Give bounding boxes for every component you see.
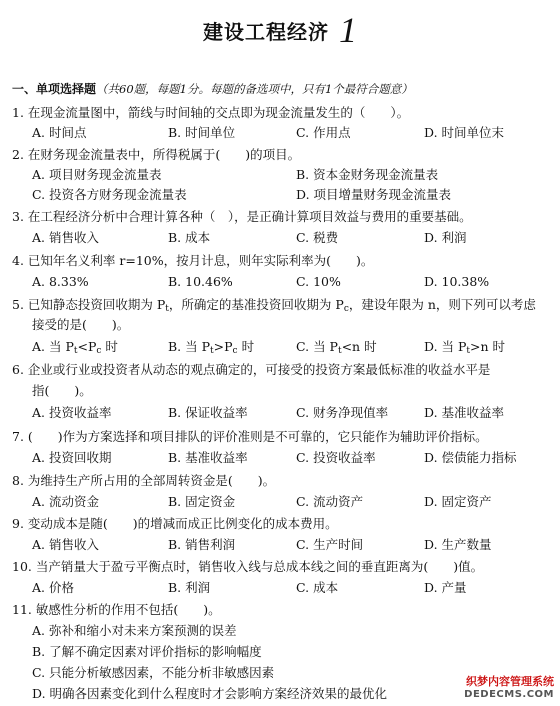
section-heading-text: 一、单项选择题 (12, 82, 97, 96)
question-4-stem: 4. 已知年名义利率 r=10%，按月计息，则年实际利率为( )。 (12, 253, 374, 268)
question-11-option-b: B. 了解不确定因素对评价指标的影响幅度 (32, 644, 262, 659)
question-2-option-a: A. 项目财务现金流量表 (32, 167, 162, 182)
question-5-stem-line2: 接受的是( )。 (32, 317, 130, 332)
question-8-option-c: C. 流动资产 (296, 494, 364, 509)
page-title: 建设工程经济 (203, 19, 329, 44)
question-5-option-d (424, 338, 505, 360)
q5-c-sub-t: t (337, 346, 342, 356)
question-7-option-a: A. 投资回收期 (32, 450, 112, 465)
question-10-option-c: C. 成本 (296, 580, 339, 595)
question-1-option-a: A. 时间点 (32, 125, 87, 140)
question-10-option-b: B. 利润 (168, 580, 211, 595)
q5-stem-part-a: 5. 已知静态投资回收期为 P (12, 297, 166, 312)
question-11-option-a: A. 弥补和缩小对未来方案预测的误差 (32, 623, 237, 638)
section-heading (12, 80, 552, 97)
watermark-bottom: DEDECMS.COM (464, 689, 554, 700)
question-7-stem: 7. ( )作为方案选择和项目排队的评价准则是不可靠的，它只能作为辅助评价指标。 (12, 429, 488, 444)
question-11-stem: 11. 敏感性分析的作用不包括( )。 (12, 602, 221, 617)
question-7-option-c: C. 投资收益率 (296, 450, 376, 465)
question-1-option-d: D. 时间单位末 (424, 125, 505, 140)
q5-a-sub-c: c (96, 346, 102, 356)
question-8-option-b: B. 固定资金 (168, 494, 236, 509)
title-area (0, 12, 560, 52)
question-9-option-c: C. 生产时间 (296, 537, 364, 552)
question-9-option-a: A. 销售收入 (32, 537, 99, 552)
watermark-top: 织梦内容管理系统 (466, 675, 554, 688)
q5-b-post: 时 (237, 339, 255, 354)
question-9-option-b: B. 销售利润 (168, 537, 236, 552)
question-5-option-b (168, 338, 254, 360)
question-3-option-b: B. 成本 (168, 230, 211, 245)
question-6-option-a: A. 投资收益率 (32, 405, 112, 420)
question-10-stem: 10. 当产销量大于盈亏平衡点时，销售收入线与总成本线之间的垂直距离为( )值。 (12, 559, 484, 574)
question-4-option-c: C. 10% (296, 274, 341, 289)
question-5-stem (12, 296, 554, 318)
q5-a-mid: <P (77, 339, 97, 354)
question-2-option-d: D. 项目增量财务现金流量表 (296, 187, 452, 202)
question-4-option-a: A. 8.33% (32, 274, 89, 289)
question-10-option-d: D. 产量 (424, 580, 467, 595)
q5-a-pre: A. 当 P (32, 339, 74, 354)
question-6-option-d: D. 基准收益率 (424, 405, 505, 420)
question-8-option-a: A. 流动资金 (32, 494, 99, 509)
q5-d-pre: D. 当 P (424, 339, 467, 354)
section-note: （共60题，每题1分。每题的备选项中，只有1个最符合题意） (96, 82, 413, 96)
question-9-option-d: D. 生产数量 (424, 537, 492, 552)
question-7-option-d: D. 偿债能力指标 (424, 450, 517, 465)
q5-b-sub-t: t (210, 346, 214, 356)
question-1-stem: 1. 在现金流量图中，箭线与时间轴的交点即为现金流量发生的（ ）。 (12, 105, 410, 120)
question-4-option-b: B. 10.46% (168, 274, 233, 289)
question-3-option-c: C. 税费 (296, 230, 339, 245)
question-2-option-c: C. 投资各方财务现金流量表 (32, 187, 187, 202)
q5-d-post: >n 时 (470, 339, 506, 354)
watermark (464, 673, 554, 700)
question-8-stem: 8. 为维持生产所占用的全部周转资金是( )。 (12, 473, 276, 488)
question-6-stem-line2: 指( )。 (32, 383, 92, 398)
q5-b-sub-c: c (232, 346, 238, 356)
q5-c-post: <n 时 (341, 339, 377, 354)
question-10-option-a: A. 价格 (32, 580, 74, 595)
question-6-option-b: B. 保证收益率 (168, 405, 248, 420)
question-1-option-b: B. 时间单位 (168, 125, 236, 140)
question-4-option-d: D. 10.38% (424, 274, 490, 289)
question-6-stem: 6. 企业或行业或投资者从动态的观点确定的，可接受的投资方案最低标准的收益水平是 (12, 362, 491, 377)
question-11-option-d: D. 明确各因素变化到什么程度时才会影响方案经济效果的最优化 (32, 686, 388, 701)
question-5-option-a (32, 338, 118, 360)
q5-stem-part-b: ，所确定的基准投资回收期为 P (168, 297, 344, 312)
q5-a-post: 时 (101, 339, 118, 354)
question-3-stem: 3. 在工程经济分析中合理计算各种（ ），是正确计算项目效益与费用的重要基础。 (12, 209, 472, 224)
question-3-option-d: D. 利润 (424, 230, 467, 245)
q5-b-mid: >P (213, 339, 233, 354)
q5-d-sub-t: t (466, 346, 471, 356)
question-9-stem: 9. 变动成本是随( )的增减而成正比例变化的成本费用。 (12, 516, 338, 531)
question-2-stem: 2. 在财务现金流量表中，所得税属于( )的项目。 (12, 147, 301, 162)
q5-subscript-t: t (165, 304, 169, 314)
q5-b-pre: B. 当 P (168, 339, 211, 354)
question-8-option-d: D. 固定资产 (424, 494, 492, 509)
question-3-option-a: A. 销售收入 (32, 230, 99, 245)
q5-subscript-c: c (343, 304, 349, 314)
q5-c-pre: C. 当 P (296, 339, 338, 354)
title-number: 1 (338, 10, 357, 50)
q5-a-sub-t: t (73, 346, 78, 356)
question-7-option-b: B. 基准收益率 (168, 450, 248, 465)
question-1-option-c: C. 作用点 (296, 125, 351, 140)
question-11-option-c: C. 只能分析敏感因素，不能分析非敏感因素 (32, 665, 275, 680)
question-2-option-b: B. 资本金财务现金流量表 (296, 167, 439, 182)
q5-stem-part-c: ，建设年限为 n，则下列可以考虑 (348, 297, 536, 312)
question-5-option-c (296, 338, 377, 360)
question-6-option-c: C. 财务净现值率 (296, 405, 389, 420)
